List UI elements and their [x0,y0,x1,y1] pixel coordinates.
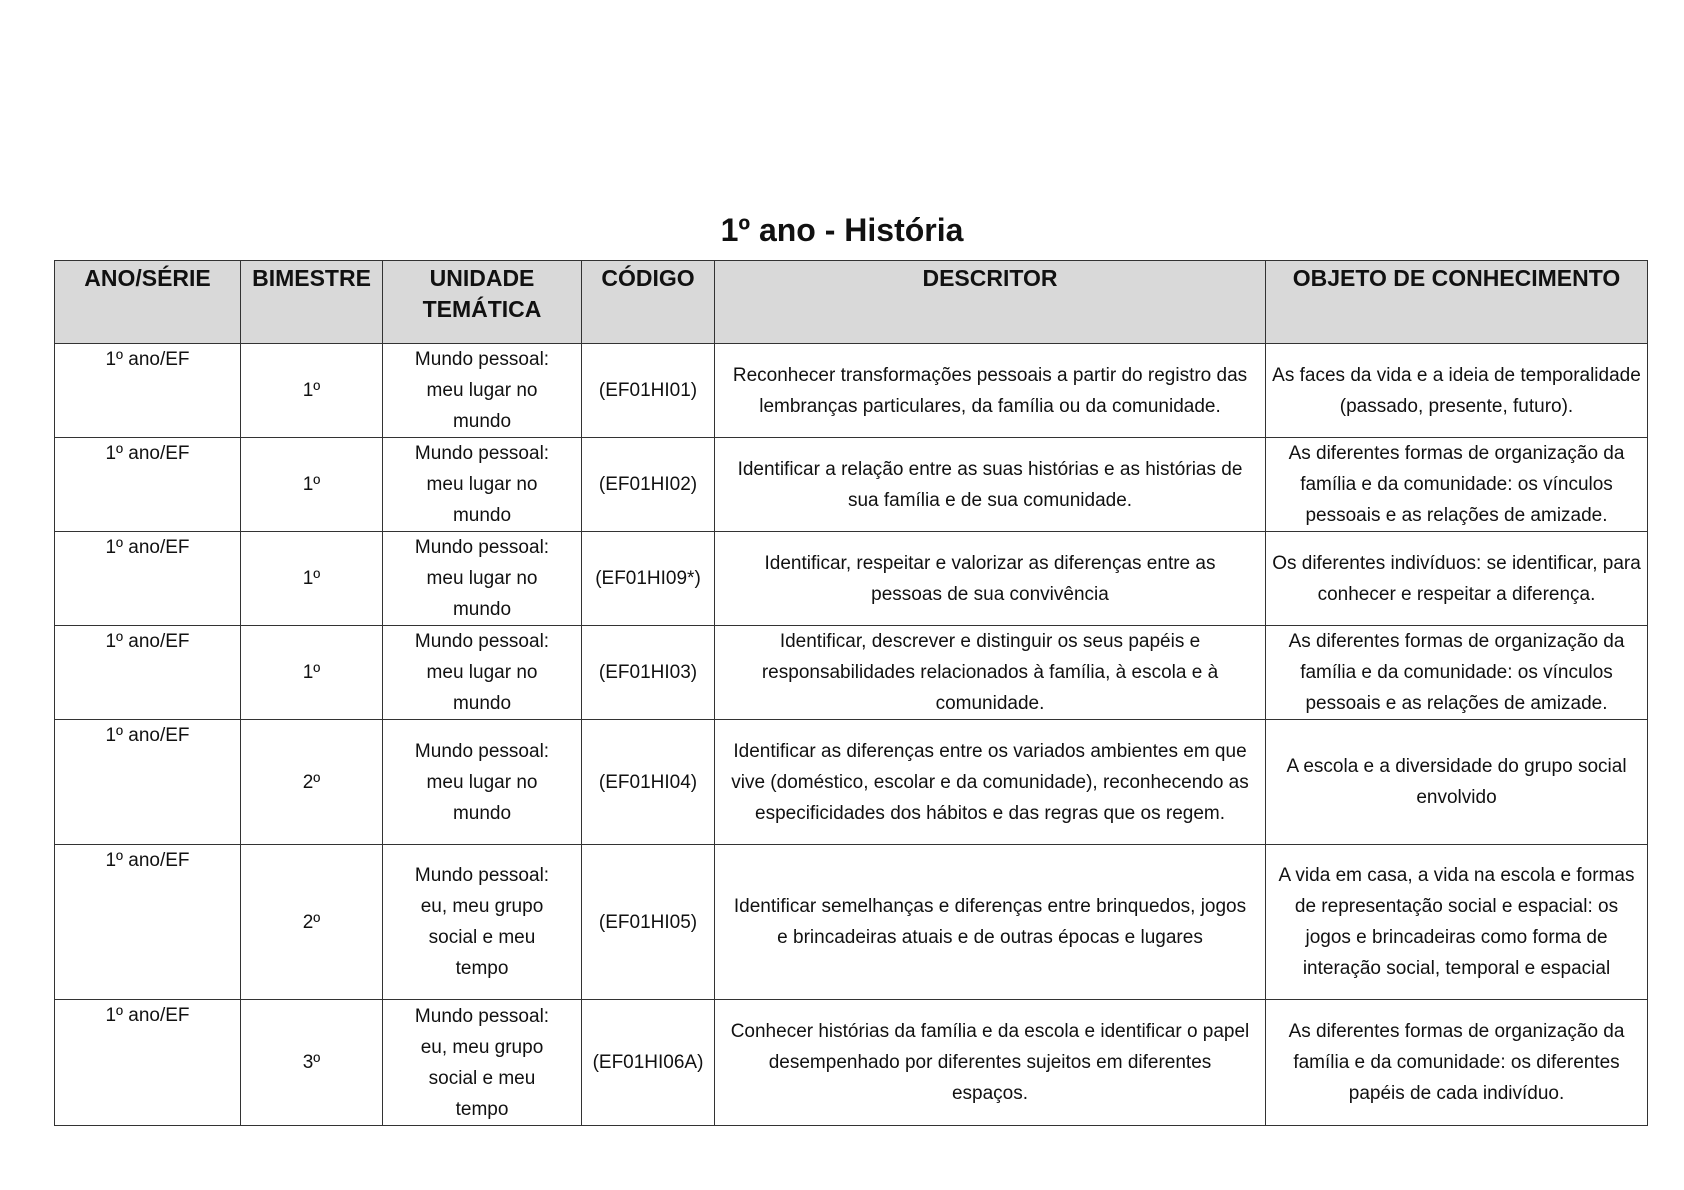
codigo-cell: (EF01HI01) [582,344,715,438]
bimestre-cell: 2º [241,720,383,845]
unidade-cell: Mundo pessoal: eu, meu grupo social e meu tempo [383,1000,582,1126]
header-descritor: DESCRITOR [715,261,1266,344]
objeto-cell: As diferentes formas de organização da família e da comunidade: os diferentes papéis de cada indivíduo. [1266,1000,1648,1126]
header-ano: ANO/SÉRIE [55,261,241,344]
ano-cell: 1º ano/EF [55,532,241,626]
table-row [55,626,1648,720]
unidade-cell: Mundo pessoal: meu lugar no mundo [383,720,582,845]
codigo-cell: (EF01HI04) [582,720,715,845]
unidade-cell: Mundo pessoal: meu lugar no mundo [383,532,582,626]
ano-cell: 1º ano/EF [55,720,241,845]
unidade-cell: Mundo pessoal: meu lugar no mundo [383,626,582,720]
header-unidade: UNIDADE TEMÁTICA [383,261,582,344]
bimestre-cell: 1º [241,626,383,720]
codigo-cell: (EF01HI05) [582,845,715,1000]
codigo-cell: (EF01HI09*) [582,532,715,626]
bimestre-cell: 1º [241,438,383,532]
objeto-cell: A vida em casa, a vida na escola e formas de representação social e espacial: os jogos e brincadeiras como forma de interação social, temporal e espacial [1266,845,1648,1000]
header-row [55,261,1648,344]
descritor-cell: Identificar a relação entre as suas histórias e as histórias de sua família e de sua comunidade. [715,438,1266,532]
codigo-cell: (EF01HI02) [582,438,715,532]
descritor-cell: Identificar, descrever e distinguir os seus papéis e responsabilidades relacionados à família, à escola e à comunidade. [715,626,1266,720]
bimestre-cell: 3º [241,1000,383,1126]
ano-cell: 1º ano/EF [55,438,241,532]
objeto-cell: As diferentes formas de organização da família e da comunidade: os vínculos pessoais e as relações de amizade. [1266,438,1648,532]
codigo-cell: (EF01HI06A) [582,1000,715,1126]
ano-cell: 1º ano/EF [55,1000,241,1126]
ano-cell: 1º ano/EF [55,845,241,1000]
descritor-cell: Identificar, respeitar e valorizar as diferenças entre as pessoas de sua convivência [715,532,1266,626]
objeto-cell: As faces da vida e a ideia de temporalidade (passado, presente, futuro). [1266,344,1648,438]
table-row [55,845,1648,1000]
header-bimestre: BIMESTRE [241,261,383,344]
codigo-cell: (EF01HI03) [582,626,715,720]
bimestre-cell: 1º [241,532,383,626]
descritor-cell: Identificar as diferenças entre os variados ambientes em que vive (doméstico, escolar e da comunidade), reconhecendo as especificidades dos hábitos e das regras que os regem. [715,720,1266,845]
table-row [55,438,1648,532]
table-row [55,1000,1648,1126]
objeto-cell: Os diferentes indivíduos: se identificar, para conhecer e respeitar a diferença. [1266,532,1648,626]
bimestre-cell: 1º [241,344,383,438]
descritor-cell: Identificar semelhanças e diferenças entre brinquedos, jogos e brincadeiras atuais e de outras épocas e lugares [715,845,1266,1000]
unidade-cell: Mundo pessoal: meu lugar no mundo [383,438,582,532]
table-row [55,720,1648,845]
page-title: 1º ano - História [720,212,964,248]
unidade-cell: Mundo pessoal: eu, meu grupo social e meu tempo [383,845,582,1000]
descritor-cell: Conhecer histórias da família e da escola e identificar o papel desempenhado por diferentes sujeitos em diferentes espaços. [715,1000,1266,1126]
ano-cell: 1º ano/EF [55,626,241,720]
objeto-cell: As diferentes formas de organização da família e da comunidade: os vínculos pessoais e as relações de amizade. [1266,626,1648,720]
header-objeto: OBJETO DE CONHECIMENTO [1266,261,1648,344]
ano-cell: 1º ano/EF [55,344,241,438]
unidade-cell: Mundo pessoal: meu lugar no mundo [383,344,582,438]
bimestre-cell: 2º [241,845,383,1000]
descritor-cell: Reconhecer transformações pessoais a partir do registro das lembranças particulares, da família ou da comunidade. [715,344,1266,438]
header-codigo: CÓDIGO [582,261,715,344]
curriculum-table [54,260,1648,1126]
objeto-cell: A escola e a diversidade do grupo social envolvido [1266,720,1648,845]
table-row [55,344,1648,438]
table-row [55,532,1648,626]
